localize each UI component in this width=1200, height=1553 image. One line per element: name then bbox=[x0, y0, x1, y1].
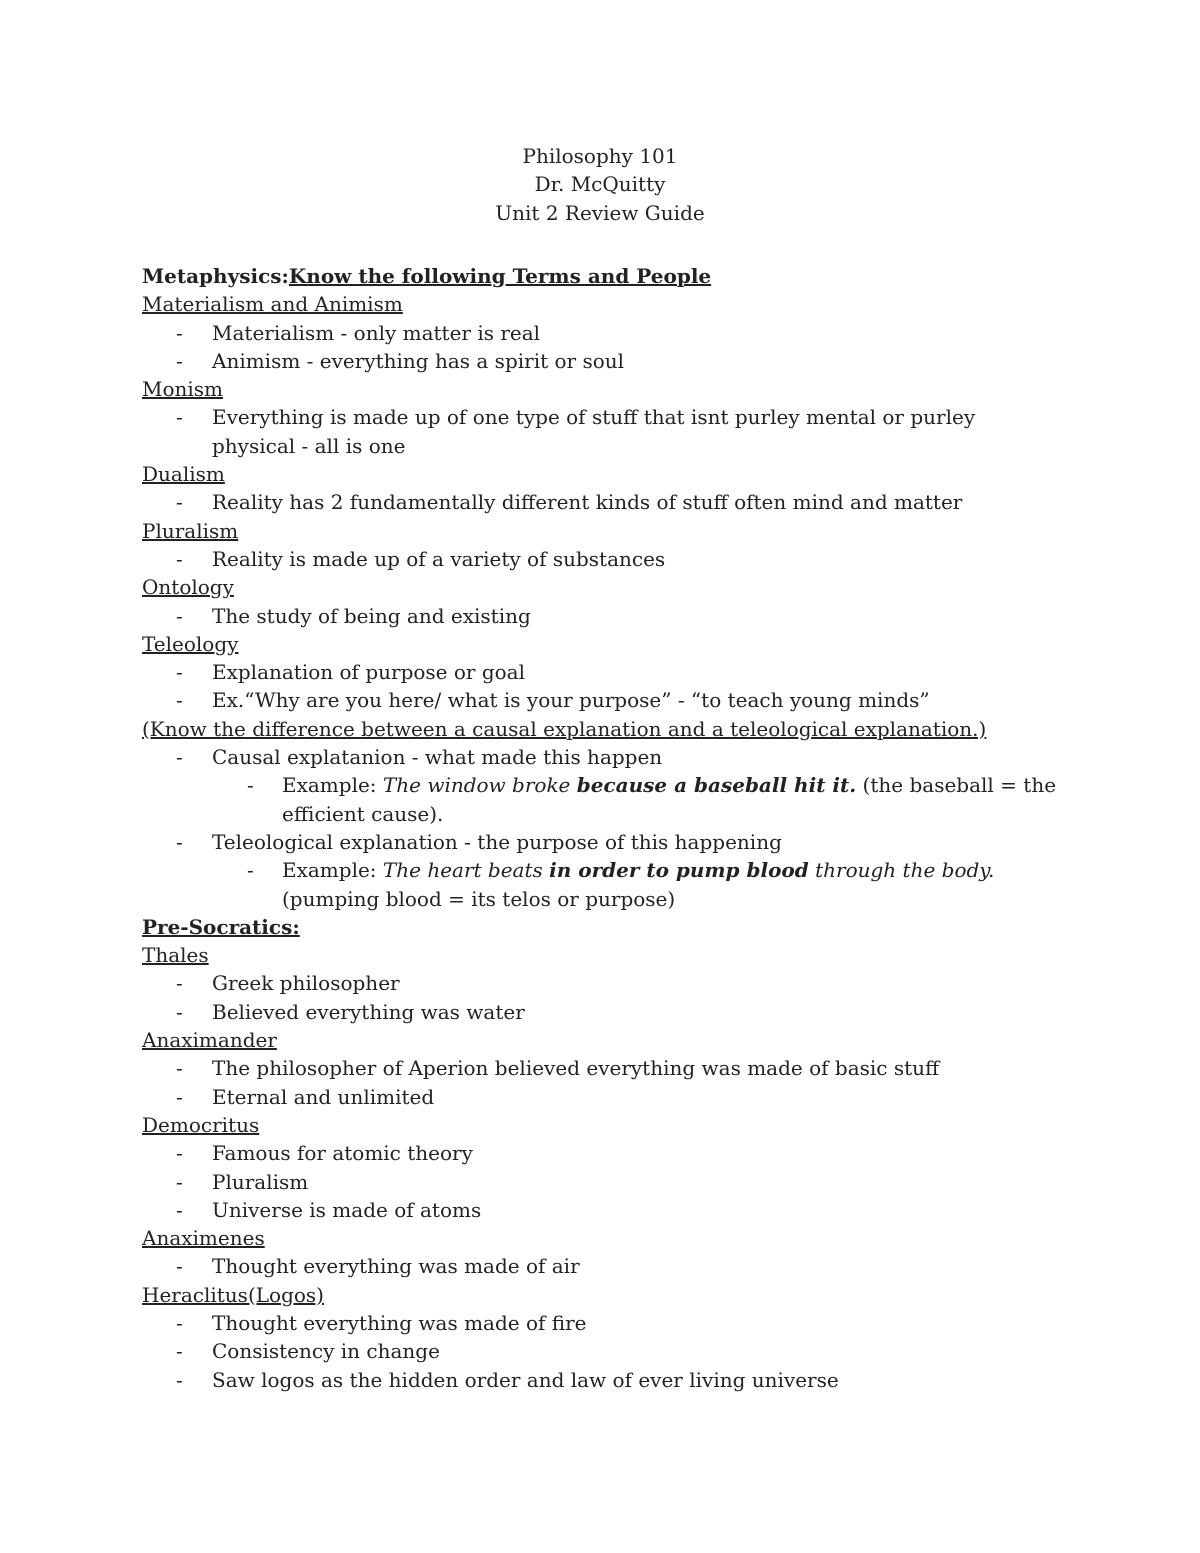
list-item-text: Everything is made up of one type of stuff that isnt purley mental or purley physical - all is one bbox=[212, 405, 976, 458]
list-item-text: Thought everything was made of air bbox=[212, 1254, 580, 1279]
metaphysics-heading bbox=[142, 262, 1062, 290]
term-heading-dualism: Dualism bbox=[142, 462, 225, 487]
list-item bbox=[142, 1054, 1062, 1082]
bullet-dash: - bbox=[176, 1254, 183, 1279]
person-heading-heraclitus: Heraclitus(Logos) bbox=[142, 1282, 324, 1307]
term-heading-teleology: Teleology bbox=[142, 631, 239, 656]
list-item bbox=[142, 1337, 1062, 1365]
example-prefix: Example: bbox=[282, 773, 383, 798]
list-item-nested bbox=[142, 771, 1062, 828]
example-suffix: (pumping blood = its telos or purpose) bbox=[282, 886, 676, 911]
list-item bbox=[142, 686, 1062, 714]
course-title: Philosophy 101 bbox=[522, 144, 678, 168]
list-item bbox=[142, 545, 1062, 573]
list-item-text: Thought everything was made of fire bbox=[212, 1310, 587, 1335]
list-item-text: The philosopher of Aperion believed everything was made of basic stuff bbox=[212, 1056, 940, 1081]
difference-note: (Know the difference between a causal explanation and a teleological explanation.) bbox=[142, 716, 987, 741]
example-italic: The window broke bbox=[382, 773, 577, 798]
list-item bbox=[142, 347, 1062, 375]
document-body bbox=[142, 262, 1062, 1394]
list-item bbox=[142, 488, 1062, 516]
bullet-dash: - bbox=[176, 660, 183, 685]
list-item-text: Teleological explanation - the purpose of this happening bbox=[212, 829, 782, 854]
bullet-dash: - bbox=[176, 688, 183, 713]
list-item-text: Pluralism bbox=[212, 1169, 309, 1194]
bullet-dash: - bbox=[176, 348, 183, 373]
list-item bbox=[142, 969, 1062, 997]
list-item-text: Eternal and unlimited bbox=[212, 1084, 435, 1109]
list-item-text: Ex.“Why are you here/ what is your purpose” - “to teach young minds” bbox=[212, 688, 930, 713]
list-item bbox=[142, 319, 1062, 347]
person-heading-anaximenes: Anaximenes bbox=[142, 1226, 265, 1251]
guide-title: Unit 2 Review Guide bbox=[495, 200, 705, 225]
example-suffix: (the baseball = the efficient cause). bbox=[282, 773, 1057, 826]
list-item-text: Believed everything was water bbox=[212, 999, 525, 1024]
list-item bbox=[142, 998, 1062, 1026]
list-item bbox=[142, 658, 1062, 686]
example-bold-italic: in order to pump blood bbox=[549, 858, 809, 883]
list-item-text: Reality is made up of a variety of substances bbox=[212, 546, 666, 571]
bullet-dash: - bbox=[176, 1169, 183, 1194]
bullet-dash: - bbox=[176, 320, 183, 345]
term-heading-materialism-animism: Materialism and Animism bbox=[142, 292, 403, 317]
list-item bbox=[142, 1139, 1062, 1167]
person-heading-anaximander: Anaximander bbox=[142, 1028, 277, 1053]
bullet-dash: - bbox=[176, 490, 183, 515]
bullet-dash: - bbox=[247, 858, 254, 883]
presocratics-heading: Pre-Socratics: bbox=[142, 914, 300, 939]
list-item-text: Animism - everything has a spirit or soul bbox=[212, 348, 625, 373]
term-heading-pluralism: Pluralism bbox=[142, 518, 239, 543]
list-item-text: The study of being and existing bbox=[212, 603, 531, 628]
bullet-dash: - bbox=[176, 1056, 183, 1081]
person-heading-thales: Thales bbox=[142, 943, 209, 968]
bullet-dash: - bbox=[176, 1141, 183, 1166]
list-item-text: Explanation of purpose or goal bbox=[212, 660, 525, 685]
list-item bbox=[142, 1366, 1062, 1394]
list-item-nested bbox=[142, 856, 1062, 913]
bullet-dash: - bbox=[176, 1310, 183, 1335]
bullet-dash: - bbox=[176, 603, 183, 628]
metaphysics-sublabel: Know the following Terms and People bbox=[288, 264, 712, 288]
metaphysics-label: Metaphysics: bbox=[142, 264, 289, 288]
list-item-text: Famous for atomic theory bbox=[212, 1141, 473, 1166]
document-header bbox=[0, 142, 1200, 227]
example-italic-2: through the body. bbox=[808, 858, 995, 883]
list-item bbox=[142, 1196, 1062, 1224]
list-item-text: Consistency in change bbox=[212, 1339, 440, 1364]
list-item bbox=[142, 1252, 1062, 1280]
bullet-dash: - bbox=[176, 1339, 183, 1364]
term-heading-monism: Monism bbox=[142, 377, 224, 402]
bullet-dash: - bbox=[176, 1367, 183, 1392]
bullet-dash: - bbox=[176, 546, 183, 571]
list-item-text: Saw logos as the hidden order and law of ever living universe bbox=[212, 1367, 839, 1392]
list-item-text: Greek philosopher bbox=[212, 971, 400, 996]
instructor-name: Dr. McQuitty bbox=[534, 172, 666, 197]
list-item bbox=[142, 403, 1062, 460]
list-item-text: Universe is made of atoms bbox=[212, 1197, 482, 1222]
list-item bbox=[142, 602, 1062, 630]
list-item bbox=[142, 743, 1062, 771]
bullet-dash: - bbox=[176, 745, 183, 770]
bullet-dash: - bbox=[176, 971, 183, 996]
list-item bbox=[142, 1168, 1062, 1196]
person-heading-democritus: Democritus bbox=[142, 1112, 260, 1137]
example-prefix: Example: bbox=[282, 858, 383, 883]
bullet-dash: - bbox=[247, 773, 254, 798]
teleological-example bbox=[142, 856, 1062, 913]
bullet-dash: - bbox=[176, 999, 183, 1024]
bullet-dash: - bbox=[176, 405, 183, 430]
list-item bbox=[142, 1309, 1062, 1337]
example-bold-italic: because a baseball hit it. bbox=[576, 773, 857, 798]
list-item-text: Materialism - only matter is real bbox=[212, 320, 541, 345]
list-item-text: Reality has 2 fundamentally different kinds of stuff often mind and matter bbox=[212, 490, 963, 515]
bullet-dash: - bbox=[176, 1197, 183, 1222]
bullet-dash: - bbox=[176, 829, 183, 854]
term-heading-ontology: Ontology bbox=[142, 575, 234, 600]
causal-example bbox=[142, 771, 1062, 828]
bullet-dash: - bbox=[176, 1084, 183, 1109]
list-item bbox=[142, 1083, 1062, 1111]
example-italic: The heart beats bbox=[382, 858, 550, 883]
list-item-text: Causal explatanion - what made this happen bbox=[212, 745, 663, 770]
list-item bbox=[142, 828, 1062, 856]
